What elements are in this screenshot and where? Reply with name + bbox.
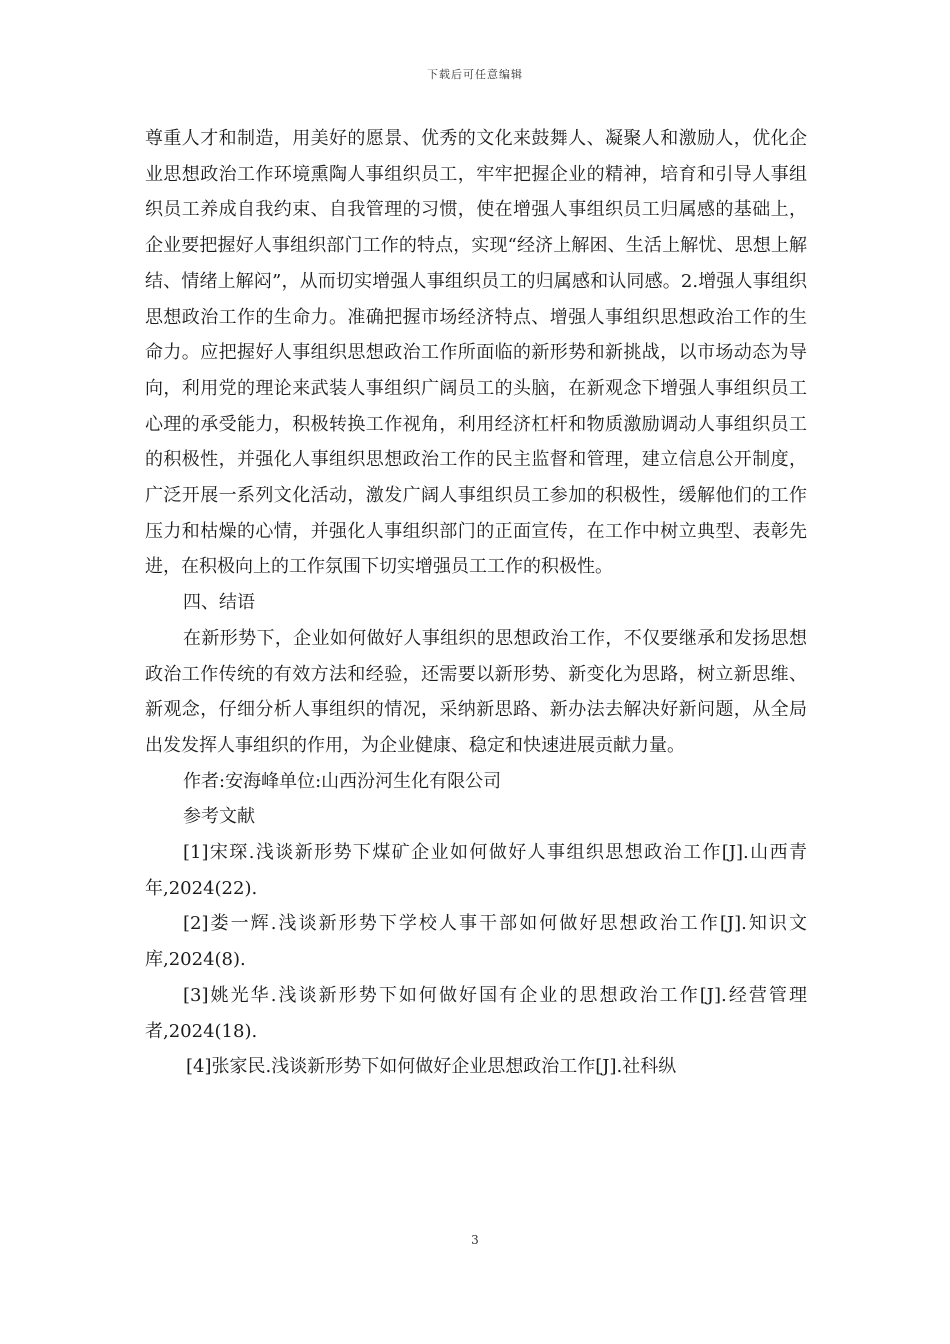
section-heading: 四、结语 [183,592,255,614]
page-header: 下载后可任意编辑 [427,68,523,81]
reference-item: [2]娄一辉.浅谈新形势下学校人事干部如何做好思想政治工作[J].知识文库,2024(8). [145,913,807,971]
document-body [145,121,807,1085]
body-paragraph: 尊重人才和制造，用美好的愿景、优秀的文化来鼓舞人、凝聚人和激励人，优化企业思想政治工作环境熏陶人事组织员工，牢牢把握企业的精神，培育和引导人事组织员工养成自我约束、自我管理的习惯，使在增强人事组织员工归属感的基础上，企业要把握好人事组织部门工作的特点，实现“经济上解困、生活上解忧、思想上解结、情绪上解闷”，从而切实增强人事组织员工的归属感和认同感。2.增强人事组织思想政治工作的生命力。准确把握市场经济特点、增强人事组织思想政治工作的生命力。应把握好人事组织思想政治工作所面临的新形势和新挑战，以市场动态为导向，利用党的理论来武装人事组织广阔员工的头脑，在新观念下增强人事组织员工心理的承受能力，积极转换工作视角，利用经济杠杆和物质激励调动人事组织员工的积极性，并强化人事组织思想政治工作的民主监督和管理，建立信息公开制度，广泛开展一系列文化活动，激发广阔人事组织员工参加的积极性，缓解他们的工作压力和枯燥的心情，并强化人事组织部门的正面宣传，在工作中树立典型、表彰先进，在积极向上的工作氛围下切实增强员工工作的积极性。 [145,128,807,578]
conclusion-paragraph: 在新形势下，企业如何做好人事组织的思想政治工作，不仅要继承和发扬思想政治工作传统的有效方法和经验，还需要以新形势、新变化为思路，树立新思维、新观念，仔细分析人事组织的情况，采纳新思路、新办法去解决好新问题，从全局出发发挥人事组织的作用，为企业健康、稳定和快速进展贡献力量。 [145,627,807,756]
reference-item: [3]姚光华.浅谈新形势下如何做好国有企业的思想政治工作[J].经营管理者,2024(18). [145,984,807,1042]
reference-item: [4]张家民.浅谈新形势下如何做好企业思想政治工作[J].社科纵 [186,1056,677,1078]
references-heading: 参考文献 [183,806,255,828]
author-line: 作者:安海峰单位:山西汾河生化有限公司 [183,770,502,792]
reference-item: [1]宋琛.浅谈新形势下煤矿企业如何做好人事组织思想政治工作[J].山西青年,2024(22). [145,842,807,899]
page-number: 3 [471,1233,479,1247]
